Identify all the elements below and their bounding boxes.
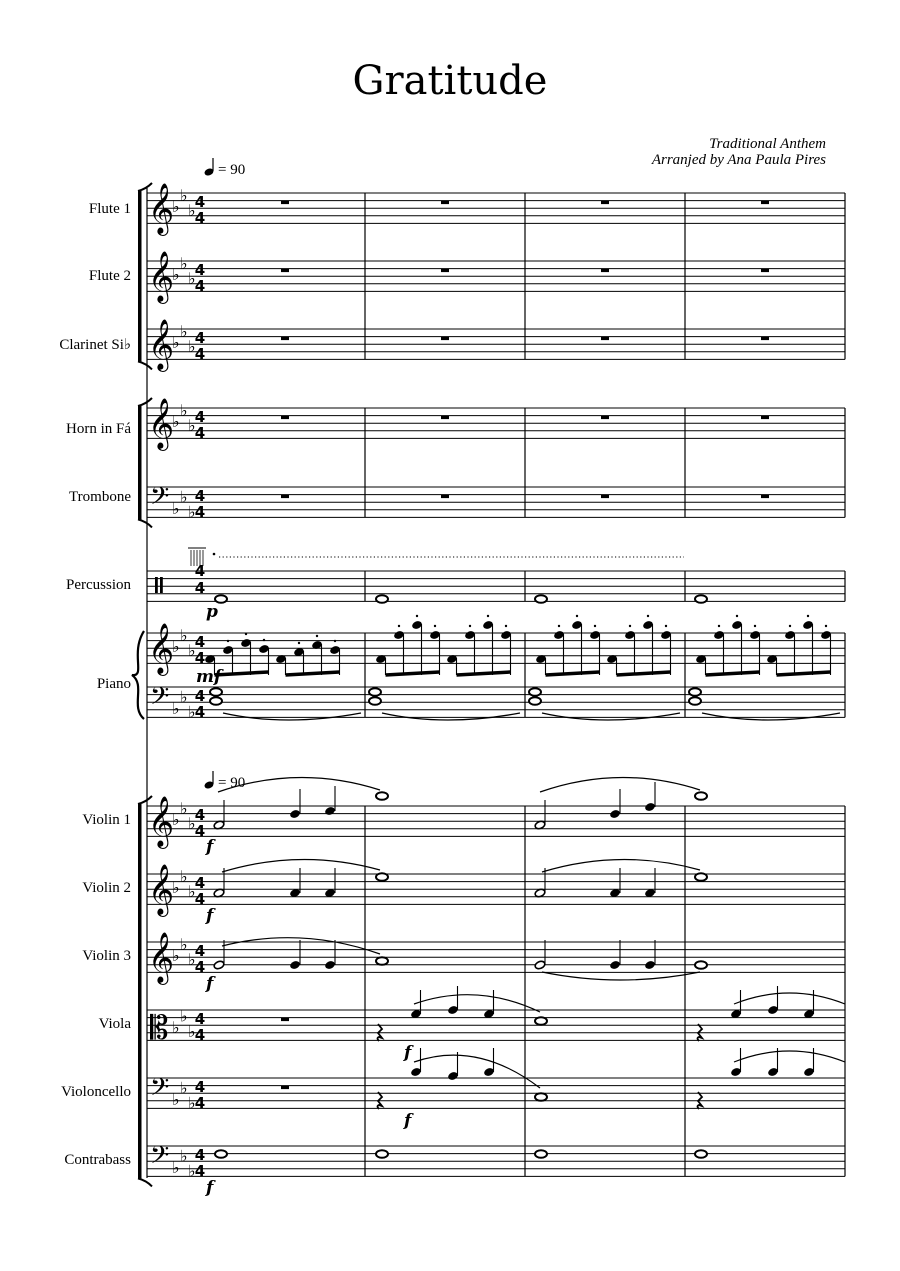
time-sig-denominator: 4 <box>194 649 206 667</box>
whole-rest <box>441 337 449 341</box>
notation-layer <box>196 201 845 1198</box>
time-sig-denominator: 4 <box>194 277 206 295</box>
staccato-dot <box>416 615 418 617</box>
time-signature <box>195 562 205 597</box>
flat-accidental: ♭ <box>180 321 188 341</box>
flat-accidental: ♭ <box>172 498 180 518</box>
time-sig-denominator: 4 <box>194 345 206 363</box>
whole-note <box>376 595 388 603</box>
beam <box>215 672 269 675</box>
flat-accidental: ♭ <box>172 1089 180 1109</box>
staff <box>147 687 845 717</box>
flat-accidental: ♭ <box>188 1021 196 1041</box>
flat-accidental: ♭ <box>180 253 188 273</box>
flat-accidental: ♭ <box>172 637 180 657</box>
instrument-label: Flute 2 <box>88 268 131 284</box>
beam <box>617 672 671 675</box>
note-head <box>534 960 546 970</box>
time-sig-numerator: 4 <box>194 261 206 279</box>
beam <box>777 672 831 675</box>
instrument-label: Violin 3 <box>82 948 131 964</box>
flat-accidental: ♭ <box>188 337 196 356</box>
bracket-bar <box>138 406 142 519</box>
staff <box>147 942 845 972</box>
staccato-dot <box>227 640 229 642</box>
instrument-labels-layer <box>59 201 131 1168</box>
time-sig-numerator: 4 <box>194 487 206 505</box>
time-sig-denominator: 4 <box>194 424 206 442</box>
beam <box>286 672 340 675</box>
bass-clef <box>150 1141 169 1176</box>
whole-note <box>535 1093 547 1101</box>
time-signature <box>195 942 205 976</box>
flat-accidental: ♭ <box>180 487 188 507</box>
dynamic-marking: mf <box>196 667 222 687</box>
whole-note <box>689 697 701 705</box>
flat-accidental: ♭ <box>188 641 196 660</box>
tie <box>702 713 840 720</box>
staccato-dot <box>505 625 507 627</box>
time-signature <box>195 329 205 363</box>
staccato-dot <box>629 625 631 627</box>
composer-credit: Traditional Anthem <box>709 136 826 152</box>
note-head <box>324 960 336 970</box>
treble-clef <box>148 183 174 236</box>
time-signature <box>195 1146 205 1180</box>
flat-accidental: ♭ <box>188 416 196 435</box>
note-head <box>644 960 656 970</box>
instrument-label: Horn in Fá <box>66 421 131 437</box>
instrument-label: Percussion <box>66 577 131 593</box>
time-sig-denominator: 4 <box>194 822 206 840</box>
whole-note <box>695 792 707 800</box>
time-signature <box>195 806 205 840</box>
flat-accidental: ♭ <box>172 878 180 898</box>
note-head <box>609 960 621 970</box>
tie <box>382 713 520 720</box>
slur <box>542 859 700 872</box>
flat-accidental: ♭ <box>172 946 180 966</box>
staff <box>147 1078 845 1108</box>
staff <box>147 874 845 904</box>
slur <box>734 993 845 1004</box>
instrument-label: Flute 1 <box>88 201 131 217</box>
whole-note <box>376 1150 388 1158</box>
whole-rest <box>281 337 289 341</box>
flat-accidental: ♭ <box>180 687 188 707</box>
staccato-dot <box>434 625 436 627</box>
treble-clef-glyph: 𝄞 <box>148 319 175 370</box>
time-sig-numerator: 4 <box>194 1010 206 1028</box>
instrument-label: Contrabass <box>64 1152 131 1168</box>
flat-accidental: ♭ <box>180 1146 188 1166</box>
flat-accidental: ♭ <box>188 1161 196 1181</box>
staccato-dot <box>825 625 827 627</box>
staccato-dot <box>245 633 247 635</box>
note-head <box>289 809 301 819</box>
whole-note <box>376 792 388 800</box>
staccato-dot <box>469 625 471 627</box>
treble-clef <box>148 623 174 676</box>
dynamic-marking: f <box>404 1111 412 1131</box>
note-head <box>213 960 225 970</box>
dynamic-marking: f <box>206 837 214 857</box>
whole-rest <box>601 269 609 273</box>
time-sig-denominator: 4 <box>194 579 206 597</box>
tempo-mark-top <box>203 158 245 178</box>
flat-accidental: ♭ <box>188 269 196 288</box>
staff <box>147 329 845 359</box>
whole-rest <box>601 201 609 205</box>
flat-accidental: ♭ <box>172 1018 180 1037</box>
time-signature <box>195 633 205 667</box>
instrument-label: Violin 1 <box>82 812 131 828</box>
whole-rest <box>761 269 769 273</box>
piano-brace <box>132 631 144 719</box>
staff <box>147 806 845 836</box>
staccato-dot <box>263 639 265 641</box>
treble-clef-glyph: 𝄞 <box>148 623 175 674</box>
beam <box>457 672 511 675</box>
slur <box>222 859 380 872</box>
time-signature <box>195 874 205 908</box>
treble-clef-glyph: 𝄞 <box>148 864 175 915</box>
staccato-dot <box>754 625 756 627</box>
time-sig-denominator: 4 <box>194 1026 206 1044</box>
treble-clef <box>148 796 174 849</box>
staccato-dot <box>647 615 649 617</box>
time-sig-numerator: 4 <box>194 562 206 580</box>
percussion-roll-marking <box>188 548 684 566</box>
flat-accidental: ♭ <box>188 950 196 969</box>
time-sig-numerator: 4 <box>194 942 206 960</box>
flat-accidental: ♭ <box>180 625 188 645</box>
flat-accidental: ♭ <box>180 1078 188 1098</box>
flat-accidental: ♭ <box>180 866 188 886</box>
time-sig-numerator: 4 <box>194 806 206 824</box>
staccato-dot <box>594 625 596 627</box>
staccato-dot <box>398 625 400 627</box>
treble-clef-glyph: 𝄞 <box>148 183 175 234</box>
bass-clef-glyph: 𝄢 <box>150 482 170 517</box>
time-sig-numerator: 4 <box>194 687 206 705</box>
flat-accidental: ♭ <box>172 412 180 432</box>
staccato-dot <box>665 625 667 627</box>
treble-clef-glyph: 𝄞 <box>148 398 175 449</box>
instrument-label: Viola <box>98 1016 131 1032</box>
bracket-bar <box>138 804 142 1178</box>
whole-rest <box>281 201 289 205</box>
instrument-label: Clarinet Si♭ <box>59 337 131 353</box>
staccato-dot <box>736 615 738 617</box>
staccato-dot <box>316 635 318 637</box>
whole-note <box>210 688 222 696</box>
time-signature <box>195 261 205 295</box>
staccato-dot <box>334 640 336 642</box>
bass-clef-glyph: 𝄢 <box>150 1141 170 1176</box>
staccato-dot <box>298 642 300 644</box>
staff-lines-layer <box>132 183 845 1186</box>
treble-clef <box>148 932 174 985</box>
note-head <box>609 809 621 819</box>
tie <box>223 713 361 720</box>
flat-accidental: ♭ <box>172 197 180 217</box>
whole-note <box>369 688 381 696</box>
time-sig-numerator: 4 <box>194 193 206 211</box>
time-sig-denominator: 4 <box>194 890 206 908</box>
whole-note <box>535 595 547 603</box>
alto-clef <box>150 1008 168 1047</box>
time-sig-denominator: 4 <box>194 1094 206 1112</box>
tie <box>542 713 680 720</box>
slur <box>542 972 700 980</box>
whole-rest <box>281 416 289 420</box>
time-sig-numerator: 4 <box>194 408 206 426</box>
whole-note <box>695 873 707 881</box>
treble-clef-glyph: 𝄞 <box>148 932 175 983</box>
whole-note <box>529 697 541 705</box>
whole-note <box>210 697 222 705</box>
time-sig-denominator: 4 <box>194 503 206 521</box>
flat-accidental: ♭ <box>188 882 196 901</box>
instrument-label: Violin 2 <box>82 880 131 896</box>
staff <box>147 408 845 438</box>
slur <box>414 1055 540 1088</box>
dynamic-marking: f <box>206 906 214 926</box>
bracket-bottom <box>138 1178 152 1186</box>
slur <box>222 938 380 954</box>
bass-clef-glyph: 𝄢 <box>150 1073 170 1108</box>
staccato-dot <box>558 625 560 627</box>
staff <box>147 1146 845 1176</box>
time-sig-denominator: 4 <box>194 703 206 721</box>
treble-clef-glyph: 𝄞 <box>148 251 175 302</box>
beam <box>386 672 440 675</box>
whole-note <box>376 873 388 881</box>
perc-clef <box>155 577 163 593</box>
flat-accidental: ♭ <box>188 702 196 722</box>
dynamic-marking: f <box>206 1178 214 1198</box>
time-signature <box>195 1078 205 1112</box>
dynamic-marking: f <box>206 974 214 994</box>
flat-accidental: ♭ <box>172 1157 180 1177</box>
dynamic-marking: p <box>206 602 218 622</box>
whole-rest <box>441 201 449 205</box>
staccato-dot <box>576 615 578 617</box>
bass-clef <box>150 1073 169 1108</box>
time-sig-numerator: 4 <box>194 1078 206 1096</box>
flat-accidental: ♭ <box>188 1093 196 1113</box>
time-sig-numerator: 4 <box>194 874 206 892</box>
staff <box>147 633 845 663</box>
whole-note <box>695 595 707 603</box>
time-sig-numerator: 4 <box>194 1146 206 1164</box>
flat-accidental: ♭ <box>188 502 196 522</box>
alto-clef-glyph: 𝄡 <box>150 1008 169 1047</box>
bass-clef <box>150 682 169 717</box>
whole-note <box>369 697 381 705</box>
staccato-dot <box>807 615 809 617</box>
whole-note <box>689 688 701 696</box>
whole-rest <box>601 495 609 499</box>
flat-accidental: ♭ <box>188 201 196 220</box>
whole-rest <box>281 269 289 273</box>
whole-note <box>695 961 707 969</box>
score-title: Gratitude <box>352 58 548 104</box>
time-sig-denominator: 4 <box>194 209 206 227</box>
perc-clef-bar <box>160 577 163 593</box>
time-signature <box>195 1010 205 1044</box>
treble-clef-glyph: 𝄞 <box>148 796 175 847</box>
tempo-mark-strings <box>203 771 245 791</box>
flat-accidental: ♭ <box>172 265 180 285</box>
staff <box>147 193 845 223</box>
beam <box>546 672 600 675</box>
whole-rest <box>441 269 449 273</box>
arranger-credit: Arranjed by Ana Paula Pires <box>651 152 826 168</box>
whole-rest <box>281 495 289 499</box>
time-sig-numerator: 4 <box>194 329 206 347</box>
whole-note <box>535 1017 547 1025</box>
slur <box>734 1051 845 1062</box>
tempo-text-strings: = 90 <box>218 775 246 791</box>
treble-clef <box>148 319 174 372</box>
whole-rest <box>441 495 449 499</box>
bass-clef <box>150 482 169 517</box>
flat-accidental: ♭ <box>180 185 188 205</box>
flat-accidental: ♭ <box>172 698 180 718</box>
tempo-text-top: = 90 <box>218 162 246 178</box>
staff <box>147 487 845 517</box>
staff <box>147 261 845 291</box>
whole-rest <box>441 416 449 420</box>
treble-clef <box>148 251 174 304</box>
perc-clef-bar <box>155 577 158 593</box>
whole-rest <box>761 495 769 499</box>
staccato-dot <box>789 625 791 627</box>
whole-rest <box>281 1018 289 1022</box>
time-signature <box>195 408 205 442</box>
dynamic-marking: f <box>404 1043 412 1063</box>
whole-note <box>695 1150 707 1158</box>
whole-rest <box>761 201 769 205</box>
flat-accidental: ♭ <box>180 400 188 420</box>
bass-clef-glyph: 𝄢 <box>150 682 170 717</box>
whole-note <box>215 1150 227 1158</box>
time-sig-denominator: 4 <box>194 958 206 976</box>
time-signature <box>195 687 205 721</box>
note-head <box>324 806 336 816</box>
whole-note <box>535 1150 547 1158</box>
whole-rest <box>761 416 769 420</box>
treble-clef <box>148 864 174 917</box>
instrument-label: Piano <box>96 676 131 692</box>
staccato-dot <box>718 625 720 627</box>
time-signature <box>195 193 205 227</box>
instrument-label: Violoncello <box>61 1084 131 1100</box>
whole-rest <box>601 337 609 341</box>
bracket-bar <box>138 191 142 361</box>
flat-accidental: ♭ <box>188 814 196 833</box>
time-sig-denominator: 4 <box>194 1162 206 1180</box>
whole-rest <box>761 337 769 341</box>
flat-accidental: ♭ <box>180 934 188 954</box>
bracket-bottom <box>138 519 152 527</box>
time-sig-numerator: 4 <box>194 633 206 651</box>
slur <box>414 995 540 1012</box>
note-head <box>289 960 301 970</box>
note-head <box>644 802 656 812</box>
flat-accidental: ♭ <box>180 1006 188 1026</box>
beam <box>706 672 760 675</box>
whole-rest <box>601 416 609 420</box>
flat-accidental: ♭ <box>180 798 188 818</box>
strings-bracket <box>138 796 152 1186</box>
instrument-label: Trombone <box>69 489 131 505</box>
whole-rest <box>281 1086 289 1090</box>
staff <box>147 571 845 601</box>
time-signature <box>195 487 205 521</box>
whole-note <box>529 688 541 696</box>
flat-accidental: ♭ <box>172 810 180 830</box>
treble-clef <box>148 398 174 451</box>
flat-accidental: ♭ <box>172 333 180 353</box>
whole-note <box>376 957 388 965</box>
staccato-dot <box>487 615 489 617</box>
